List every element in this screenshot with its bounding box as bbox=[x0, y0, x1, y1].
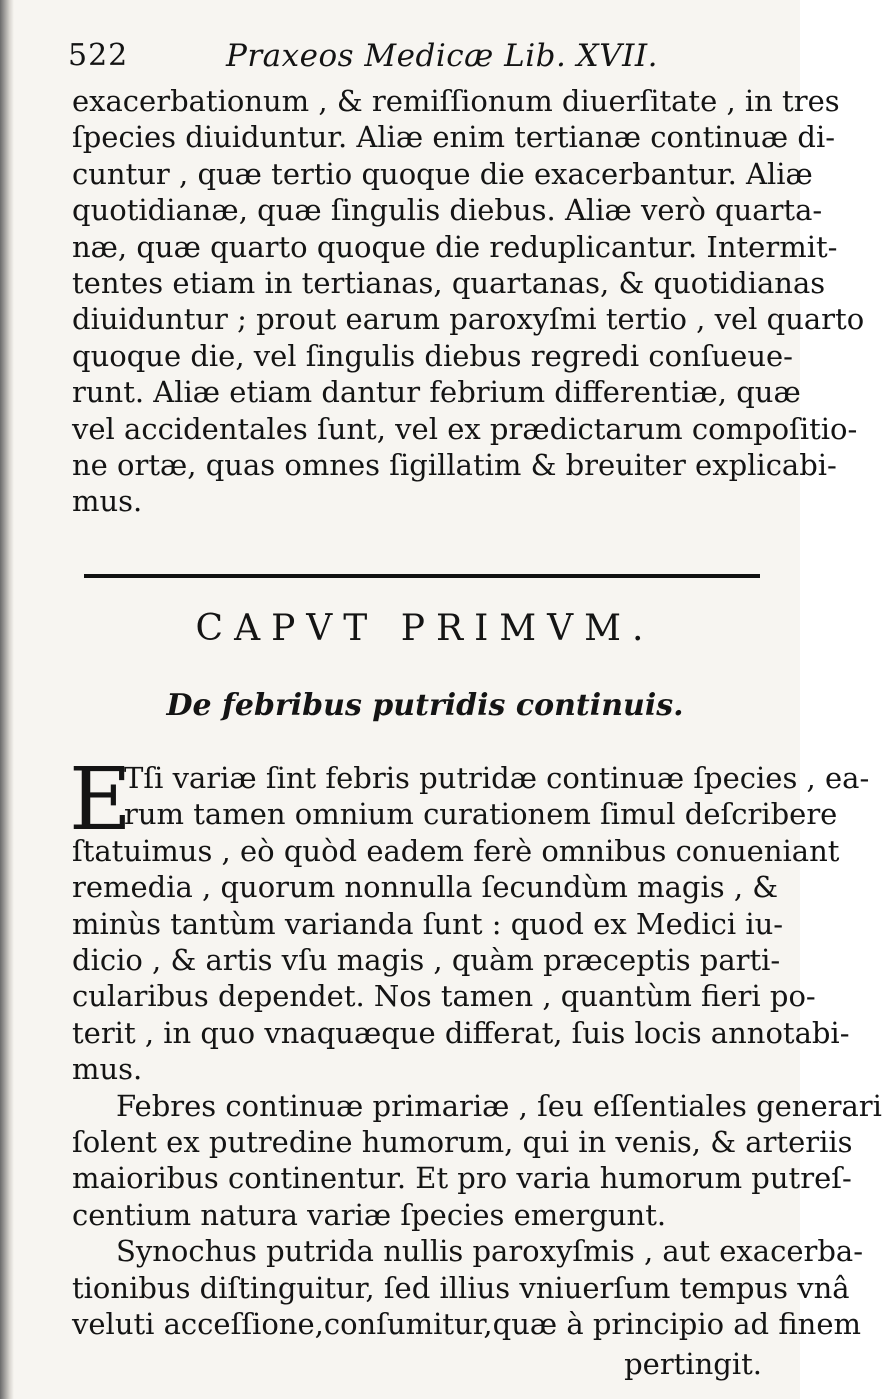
text-line: quotidianæ, quæ ſingulis diebus. Aliæ verò quarta- bbox=[72, 193, 823, 228]
text-line: Febres continuæ primariæ , ſeu eſſentiales generari bbox=[116, 1088, 882, 1123]
chapter-heading: CAPVT PRIMVM. bbox=[195, 608, 655, 649]
chapter-body bbox=[69, 750, 882, 1343]
section-divider bbox=[84, 574, 760, 578]
text-line: Synochus putrida nullis paroxyſmis , aut exacerba- bbox=[116, 1234, 863, 1269]
text-line: ſtatuimus , eò quòd eadem ferè omnibus conueniant bbox=[72, 833, 840, 868]
page-number: 522 bbox=[68, 38, 129, 73]
intro-paragraph bbox=[72, 83, 865, 520]
text-line: quoque die, vel ſingulis diebus regredi conſueue- bbox=[72, 338, 793, 373]
text-line: exacerbationum , & remiſſionum diuerſitate , in tres bbox=[72, 84, 840, 118]
running-title: Praxeos Medicæ Lib. XVII. bbox=[226, 38, 658, 74]
text-line: tentes etiam in tertianas, quartanas, & quotidianas bbox=[72, 266, 826, 301]
text-line: remedia , quorum nonnulla ſecundùm magis , & bbox=[72, 870, 779, 905]
text-line: rum tamen omnium curationem ſimul deſcribere bbox=[124, 797, 838, 832]
text-line: terit , in quo vnaquæque differat, ſuis locis annotabi- bbox=[72, 1015, 850, 1050]
text-line: Tſi variæ ſint febris putridæ continuæ ſpecies , ea- bbox=[124, 761, 870, 795]
text-line: maioribus continentur. Et pro varia humorum putreſ- bbox=[72, 1161, 852, 1196]
drop-cap: E bbox=[69, 750, 132, 850]
text-line: cuntur , quæ tertio quoque die exacerbantur. Aliæ bbox=[72, 156, 813, 191]
text-line: cularibus dependet. Nos tamen , quantùm fieri po- bbox=[72, 979, 816, 1014]
text-line: tionibus diſtinguitur, ſed illius vniuerſum tempus vnâ bbox=[72, 1270, 850, 1305]
text-line: mus. bbox=[72, 484, 143, 519]
last-word: pertingit. bbox=[624, 1347, 762, 1381]
chapter-subtitle: De febribus putridis continuis. bbox=[166, 688, 684, 723]
text-line: vel accidentales ſunt, vel ex prædictarum compoſitio- bbox=[72, 411, 858, 446]
text-line: ſpecies diuiduntur. Aliæ enim tertianæ continuæ di- bbox=[72, 120, 836, 155]
text-line: minùs tantùm varianda ſunt : quod ex Medici iu- bbox=[72, 906, 784, 941]
running-head bbox=[68, 36, 758, 84]
text-line: mus. bbox=[72, 1052, 143, 1087]
text-line: runt. Aliæ etiam dantur febrium differentiæ, quæ bbox=[72, 375, 801, 410]
text-line: veluti acceſſione,conſumitur,quæ à principio ad finem bbox=[72, 1307, 862, 1342]
text-line: ne ortæ, quas omnes ſigillatim & breuiter explicabi- bbox=[72, 448, 837, 483]
text-line: centium natura variæ ſpecies emergunt. bbox=[72, 1197, 667, 1232]
text-line: næ, quæ quarto quoque die reduplicantur. Intermit- bbox=[72, 229, 838, 264]
text-line: diuiduntur ; prout earum paroxyſmi tertio , vel quarto bbox=[72, 302, 865, 337]
text-line: ſolent ex putredine humorum, qui in venis, & arteriis bbox=[72, 1125, 853, 1160]
text-line: dicio , & artis vſu magis , quàm præceptis parti- bbox=[72, 943, 781, 978]
